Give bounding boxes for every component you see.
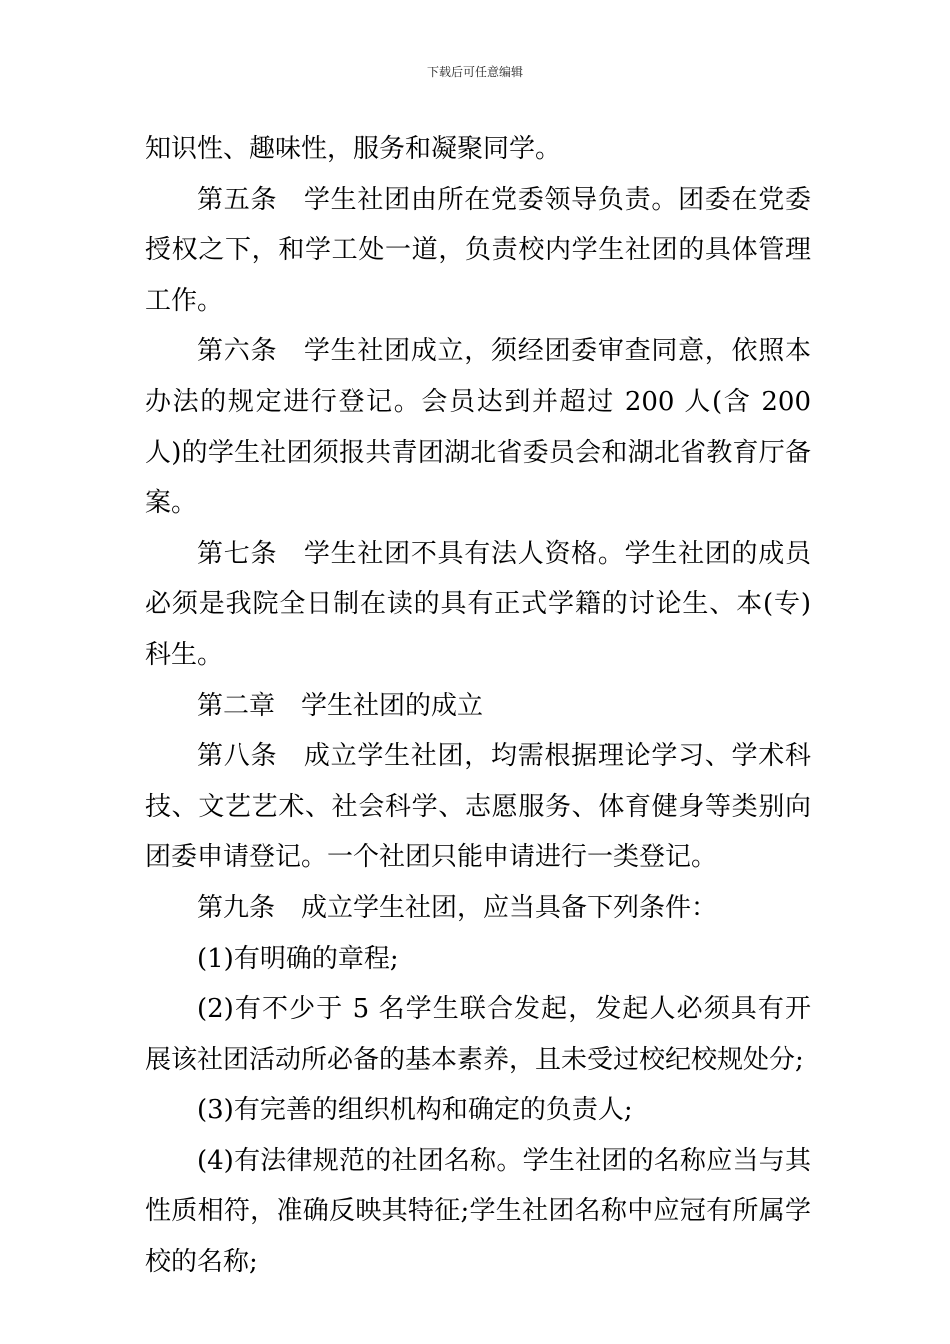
chapter-heading: 第二章 学生社团的成立: [197, 690, 484, 721]
paragraph-article-5: 第五条 学生社团由所在党委领导负责。团委在党委授权之下，和学工处一道，负责校内学生社团的具体管理工作。: [145, 184, 811, 316]
paragraph-article-6: 第六条 学生社团成立，须经团委审查同意，依照本办法的规定进行登记。会员达到并超过 200 人(含 200 人)的学生社团须报共青团湖北省委员会和湖北省教育厅备案。: [145, 336, 811, 519]
page-header: 下载后可任意编辑: [426, 65, 523, 79]
paragraph-article-9: 第九条 成立学生社团，应当具备下列条件：: [197, 892, 718, 923]
list-item-condition-4: (4)有法律规范的社团名称。学生社团的名称应当与其性质相符，准确反映其特征;学生社团名称中应冠有所属学校的名称;: [145, 1145, 811, 1278]
paragraph-article-8: 第八条 成立学生社团，均需根据理论学习、学术科技、文艺艺术、社会科学、志愿服务、体育健身等类别向团委申请登记。一个社团只能申请进行一类登记。: [145, 741, 811, 873]
list-item-condition-1: (1)有明确的章程;: [197, 943, 399, 974]
list-item-condition-3: (3)有完善的组织机构和确定的负责人;: [197, 1095, 633, 1126]
paragraph: 知识性、趣味性，服务和凝聚同学。: [145, 134, 562, 164]
paragraph-article-7: 第七条 学生社团不具有法人资格。学生社团的成员必须是我院全日制在读的具有正式学籍的讨论生、本(专)科生。: [145, 538, 811, 670]
list-item-condition-2: (2)有不少于 5 名学生联合发起，发起人必须具有开展该社团活动所必备的基本素养，且未受过校纪校规处分;: [145, 994, 811, 1075]
document-body: [145, 124, 811, 1288]
